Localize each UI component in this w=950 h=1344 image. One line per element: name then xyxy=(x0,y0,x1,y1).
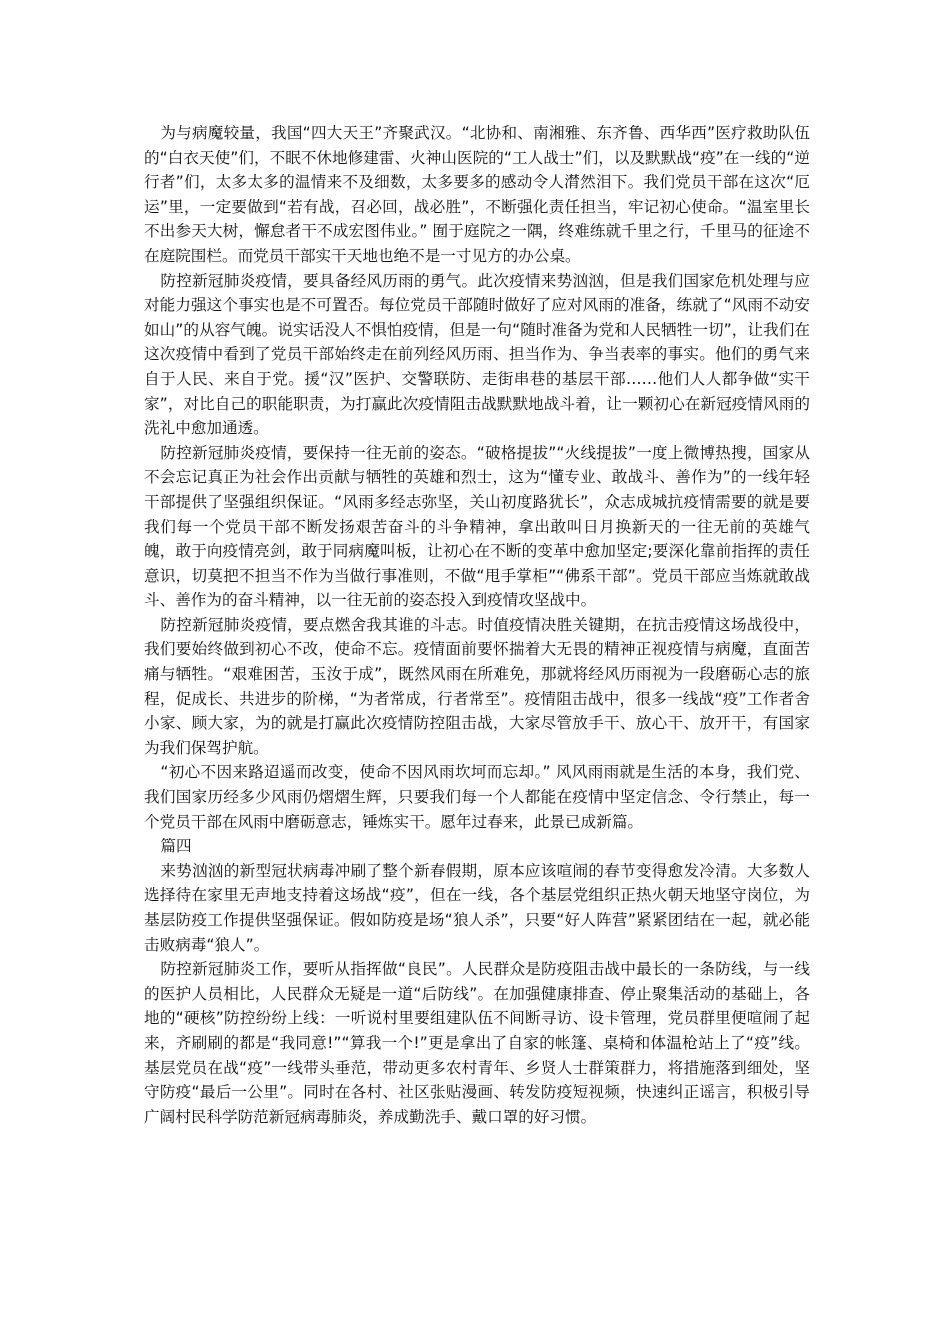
paragraph: 来势汹汹的新型冠状病毒冲刷了整个新春假期，原本应该喧闹的春节变得愈发冷清。大多数人选择待在家里无声地支持着这场战“疫”，但在一线，各个基层党组织正热火朝天地坚守岗位，为基层防疫工作提供坚强保证。假如防疫是场“狼人杀”，只要“好人阵营”紧紧团结在一起，就必能击败病毒“狼人”。 xyxy=(144,861,810,954)
paragraph: 防控新冠肺炎疫情，要具备经风历雨的勇气。此次疫情来势汹汹，但是我们国家危机处理与应对能力强这个事实也是不可置否。每位党员干部随时做好了应对风雨的准备，练就了“风雨不动安如山”的从容气魄。说实话没人不惧怕疫情，但是一句“随时准备为党和人民牺牲一切”，让我们在这次疫情中看到了党员干部始终走在前列经风历雨、担当作为、争当表率的事实。他们的勇气来自于人民、来自于党。援“汉”医护、交警联防、走街串巷的基层干部……他们人人都争做“实干家”，对比自己的职能职责，为打赢此次疫情阻击战默默地战斗着，让一颗初心在新冠疫情风雨的洗礼中愈加通透。 xyxy=(144,271,810,438)
paragraph: 为与病魔较量，我国“四大天王”齐聚武汉。“北协和、南湘雅、东齐鲁、西华西”医疗救助队伍的“白衣天使”们，不眠不休地修建雷、火神山医院的“工人战士”们，以及默默战“疫”在一线的“逆行者”们，太多太多的温情来不及细数，太多要多的感动令人潸然泪下。我们党员干部在这次“厄运”里，一定要做到“若有战，召必回，战必胜”，不断强化责任担当，牢记初心使命。“温室里长不出参天大树，懈怠者干不成宏图伟业。” 囿于庭院之一隅，终难练就千里之行，千里马的征途不在庭院围栏。而党员干部实干天地也绝不是一寸见方的办公桌。 xyxy=(144,124,810,265)
paragraph: 防控新冠肺炎工作，要听从指挥做“良民”。人民群众是防疫阻击战中最长的一条防线，与一线的医护人员相比，人民群众无疑是一道“后防线”。在加强健康排查、停止聚集活动的基础上，各地的“硬核”防控纷纷上线：一听说村里要组建队伍不间断寻访、设卡管理，党员群里便喧闹了起来，齐刷刷的都是“我同意!”“算我一个!”更是拿出了自家的帐篷、桌椅和体温枪站上了“疫”线。基层党员在战“疫”一线带头垂范，带动更多农村青年、乡贤人士群策群力，将措施落到细处，坚守防疫“最后一公里”。同时在各村、社区张贴漫画、转发防疫短视频，快速纠正谣言，积极引导广阔村民科学防范新冠病毒肺炎，养成勤洗手、戴口罩的好习惯。 xyxy=(144,960,810,1126)
document-body xyxy=(144,121,810,1129)
paragraph: “初心不因来路迢遥而改变，使命不因风雨坎坷而忘却。” 风风雨雨就是生活的本身，我们党、我们国家历经多少风雨仍熠熠生辉，只要我们每一个人都能在疫情中坚定信念、令行禁止，每一个党员干部在风雨中磨砺意志，锤炼实干。愿年过春来，此景已成新篇。 xyxy=(144,763,810,831)
section-heading: 篇四 xyxy=(160,837,192,856)
paragraph: 防控新冠肺炎疫情，要点燃舍我其谁的斗志。时值疫情决胜关键期，在抗击疫情这场战役中，我们要始终做到初心不改，使命不忘。疫情面前要怀揣着大无畏的精神正视疫情与病魔，直面苦痛与牺牲。“艰难困苦，玉汝于成”，既然风雨在所难免，那就将经风历雨视为一段磨砺心志的旅程，促成长、共进步的阶梯，“为者常成，行者常至”。疫情阻击战中，很多一线战“疫”工作者舍小家、顾大家，为的就是打赢此次疫情防控阻击战，大家尽管放手干、放心干、放开干，有国家为我们保驾护航。 xyxy=(144,615,810,757)
paragraph: 防控新冠肺炎疫情，要保持一往无前的姿态。“破格提拔”“火线提拔”一度上微博热搜，国家从不会忘记真正为社会作出贡献与牺牲的英雄和烈士，这为“懂专业、敢战斗、善作为”的一线年轻干部提供了坚强组织保证。“风雨多经志弥坚，关山初度路犹长”，众志成城抗疫情需要的就是要我们每一个党员干部不断发扬艰苦奋斗的斗争精神，拿出敢叫日月换新天的一往无前的英雄气魄，敢于向疫情亮剑，敢于同病魔叫板，让初心在不断的变革中愈加坚定;要深化靠前指挥的责任意识，切莫把不担当不作为当做行事准则，不做“甩手掌柜”“佛系干部”。党员干部应当炼就敢战斗、善作为的奋斗精神，以一往无前的姿态投入到疫情攻坚战中。 xyxy=(144,443,810,610)
